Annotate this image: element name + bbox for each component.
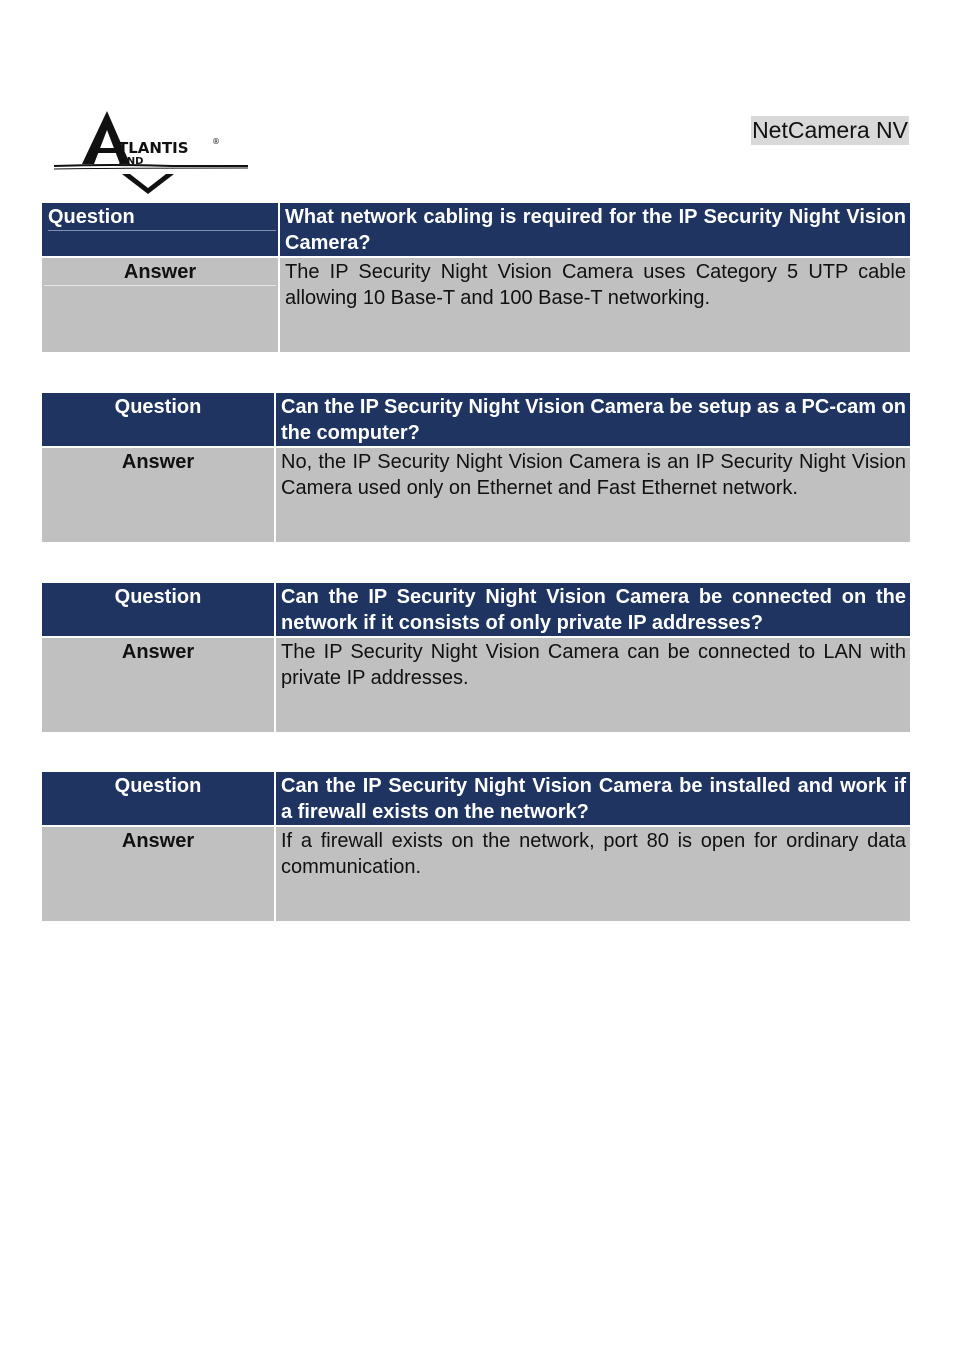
- product-title: NetCamera NV: [752, 117, 908, 143]
- answer-row: [42, 257, 910, 352]
- question-row: [42, 772, 910, 826]
- answer-row: [42, 447, 910, 542]
- question-label: Question: [48, 203, 276, 231]
- question-label: Question: [114, 586, 202, 608]
- answer-label: Answer: [121, 451, 195, 473]
- svg-text:®: ®: [212, 137, 220, 146]
- answer-row: [42, 826, 910, 921]
- question-text: Can the IP Security Night Vision Camera be setup as a PC-cam on the computer?: [281, 396, 906, 444]
- answer-text-cell: [275, 447, 910, 542]
- atlantis-land-logo: [52, 108, 252, 198]
- answer-text: No, the IP Security Night Vision Camera is an IP Security Night Vision Camera used only on Ethernet and Fast Ethernet network.: [281, 451, 906, 499]
- answer-label-cell: [42, 257, 279, 352]
- faq-table: [42, 203, 910, 352]
- svg-text:TLANTIS: TLANTIS: [118, 139, 189, 157]
- question-row: [42, 203, 910, 257]
- answer-text: The IP Security Night Vision Camera can be connected to LAN with private IP addresses.: [281, 641, 906, 689]
- question-row: [42, 583, 910, 637]
- answer-text-cell: [275, 826, 910, 921]
- question-label-cell: [42, 393, 275, 447]
- question-text-cell: [275, 583, 910, 637]
- answer-label-cell: [42, 637, 275, 732]
- question-text-cell: [275, 772, 910, 826]
- answer-label-cell: [42, 447, 275, 542]
- answer-label: Answer: [44, 258, 276, 286]
- answer-label: Answer: [121, 830, 195, 852]
- question-text: Can the IP Security Night Vision Camera be connected on the network if it consists of only private IP addresses?: [281, 586, 906, 634]
- answer-row: [42, 637, 910, 732]
- question-label: Question: [114, 775, 202, 797]
- faq-table: [42, 772, 910, 921]
- answer-text-cell: [275, 637, 910, 732]
- question-label-cell: [42, 203, 279, 257]
- question-text-cell: [279, 203, 910, 257]
- answer-label: Answer: [121, 641, 195, 663]
- answer-text-cell: [279, 257, 910, 352]
- answer-text: If a firewall exists on the network, port 80 is open for ordinary data communication.: [281, 830, 906, 878]
- answer-label-cell: [42, 826, 275, 921]
- question-label: Question: [114, 396, 202, 418]
- question-label-cell: [42, 772, 275, 826]
- faq-table: [42, 583, 910, 732]
- question-row: [42, 393, 910, 447]
- question-text: Can the IP Security Night Vision Camera be installed and work if a firewall exists on the network?: [281, 775, 906, 823]
- question-text: What network cabling is required for the IP Security Night Vision Camera?: [285, 206, 906, 254]
- question-label-cell: [42, 583, 275, 637]
- svg-text:AND: AND: [119, 156, 144, 167]
- answer-text: The IP Security Night Vision Camera uses Category 5 UTP cable allowing 10 Base-T and 100 Base-T networking.: [285, 261, 906, 309]
- question-text-cell: [275, 393, 910, 447]
- faq-table: [42, 393, 910, 542]
